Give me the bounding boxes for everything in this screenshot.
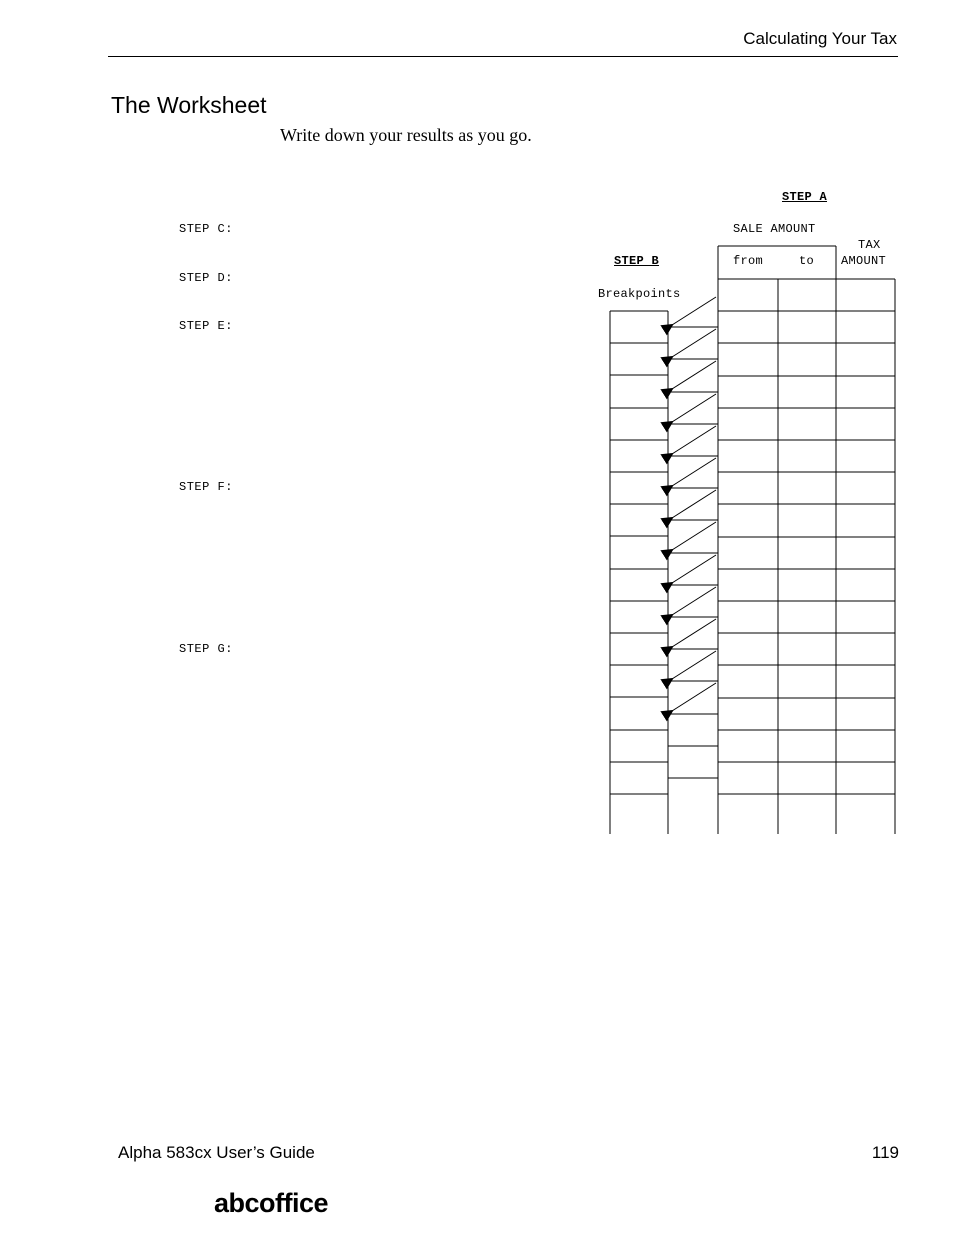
page-number: 119: [871, 1143, 899, 1162]
breakpoint-arrow: [672, 458, 716, 486]
breakpoints-header: Breakpoints: [598, 287, 681, 301]
from-header: from: [733, 254, 764, 268]
sale-amount-header: SALE AMOUNT: [733, 222, 816, 236]
breakpoint-arrow: [672, 297, 716, 325]
brand-logo: abcoffice: [214, 1188, 329, 1218]
step-b-label: STEP B: [614, 254, 660, 268]
breakpoint-arrow: [672, 522, 716, 550]
tax-header-line2: AMOUNT: [841, 254, 887, 268]
breakpoint-arrow: [672, 651, 716, 679]
step-a-label: STEP A: [782, 190, 828, 204]
step-d-label: STEP D:: [179, 271, 233, 285]
breakpoint-arrow: [672, 683, 716, 711]
breakpoint-arrow: [672, 329, 716, 357]
step-f-label: STEP F:: [179, 480, 233, 494]
intro-text: Write down your results as you go.: [280, 125, 532, 145]
step-g-label: STEP G:: [179, 642, 233, 656]
breakpoint-arrow: [672, 587, 716, 615]
breakpoint-arrow: [672, 426, 716, 454]
footer-guide-title: Alpha 583cx User’s Guide: [118, 1143, 315, 1162]
step-e-label: STEP E:: [179, 319, 233, 333]
breakpoint-arrow: [672, 555, 716, 583]
step-c-label: STEP C:: [179, 222, 233, 236]
breakpoint-arrow: [672, 619, 716, 647]
tax-header-line1: TAX: [858, 238, 881, 252]
breakpoint-arrow: [672, 490, 716, 518]
to-header: to: [799, 254, 815, 268]
breakpoint-arrow: [672, 361, 716, 389]
section-title: The Worksheet: [111, 92, 267, 118]
running-head: Calculating Your Tax: [743, 29, 897, 48]
breakpoint-arrow: [672, 394, 716, 422]
